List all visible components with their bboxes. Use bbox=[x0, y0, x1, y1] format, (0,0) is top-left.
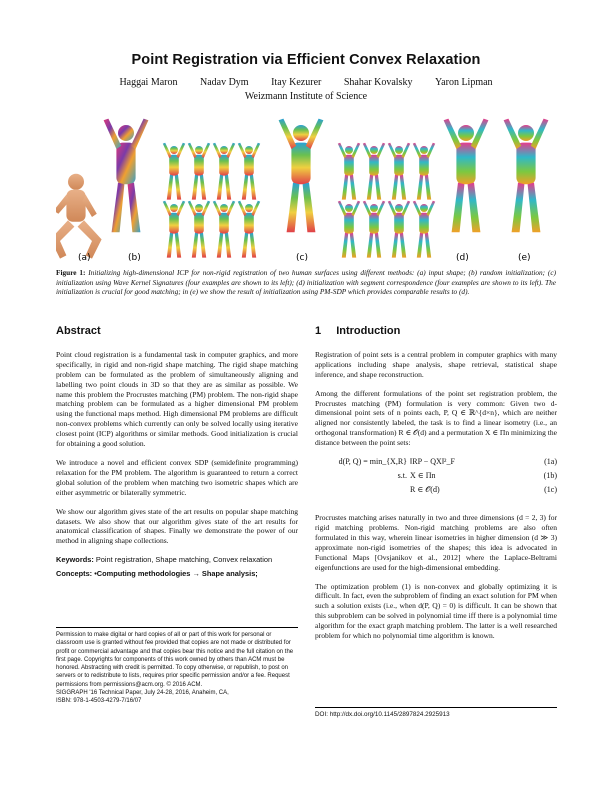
figure-caption bbox=[56, 268, 556, 297]
equation-tag: (1c) bbox=[544, 485, 557, 495]
concepts-label: Concepts: bbox=[56, 569, 93, 579]
author-name: Yaron Lipman bbox=[434, 77, 493, 88]
equation-tag: (1a) bbox=[544, 457, 557, 467]
figure-shape-a bbox=[56, 174, 102, 259]
doi-line: DOI: http://dx.doi.org/10.1145/2897824.2925913 bbox=[315, 707, 557, 718]
affiliation: Weizmann Institute of Science bbox=[244, 91, 368, 102]
equation-tag: (1b) bbox=[543, 471, 557, 481]
intro-paragraph: The optimization problem (1) is non-convex and globally optimizing it is difficult. In fact, even the subproblem of finding an exact solution for PM when such a solution exists (i.e., when d(P, Q) = 0) is difficult. It can be shown that this subproblem can be solved in polynomial time iff there is a polynomial time algorithm for the exact graph matching problem. The latter is a well researched problem for which no polynomial time algorithm is known. bbox=[315, 581, 557, 641]
intro-paragraph: Registration of point sets is a central problem in computer graphics with many applications including shape analysis, shape retrieval, statistical shape inference, and shape reconstruction. bbox=[315, 349, 557, 379]
right-column bbox=[315, 327, 557, 650]
keywords-label: Keywords: bbox=[56, 555, 94, 565]
equation-block bbox=[315, 457, 557, 499]
copyright-notice bbox=[56, 627, 298, 706]
figure-label-d: (d) bbox=[456, 253, 469, 262]
author-name: Itay Kezurer bbox=[271, 77, 322, 88]
paper-title: Point Registration via Efficient Convex Relaxation bbox=[131, 52, 481, 68]
figure-shape-b bbox=[104, 119, 149, 233]
equation-row bbox=[315, 471, 557, 485]
equation-row bbox=[315, 485, 557, 499]
caption-label: Figure 1: bbox=[56, 268, 86, 277]
intro-paragraph: Among the different formulations of the point set registration problem, the Procrustes matching (PM) formulation is very common: Given two d-dimensional point sets of n points each, P, Q ∈ ℝ^{d×n}, which are neither aligned nor consistently labeled, the task is to find a linear isometry (i.e., an orthogonal transformation) R ∈ 𝒪(d) and a permutation X ∈ Πn minimizing the distance between the point sets: bbox=[315, 388, 557, 448]
abstract-paragraph: We show our algorithm gives state of the art results on popular shape matching datasets. We also show that our algorithm gives state of the art results for anatomical classification of shapes. Finally we demonstrate the power of our method in aligning shape collections. bbox=[56, 506, 298, 546]
equation-lhs: d(P, Q) = min_{X,R} bbox=[338, 457, 407, 467]
section-title: Introduction bbox=[336, 325, 401, 337]
equation-rhs: X ∈ Πn bbox=[410, 471, 436, 481]
figure-label-e: (e) bbox=[518, 253, 531, 262]
figure-shape-e bbox=[504, 119, 549, 233]
teaser-figure bbox=[56, 112, 556, 262]
abstract-paragraph: Point cloud registration is a fundamental task in computer graphics, and more specifically, in rigid and non-rigid shape matching. The rigid shape matching problem can be formulated as the problem of simultaneously aligning and labelling two point clouds in 3D so that they are as similar as possible. We name this problem the Procrustes matching (PM) problem. The non-rigid shape matching problem can be formulated as a higher dimensional PM problem using the functional maps method. High dimensional PM problems are difficult non-convex problems which currently can only be solved locally using iterative closest point (ICP) algorithms or similar methods. Good initialization is crucial for obtaining a good solution. bbox=[56, 349, 298, 449]
concepts-text: •Computing methodologies → Shape analysis; bbox=[94, 569, 258, 579]
figure-shape-d bbox=[444, 119, 489, 233]
concepts-line bbox=[56, 569, 298, 579]
left-column bbox=[56, 327, 298, 583]
figure-shape-c bbox=[279, 119, 324, 233]
equation-rhs: ‖RP − QX‖²_F bbox=[410, 457, 455, 467]
author-name: Haggai Maron bbox=[119, 77, 178, 88]
abstract-paragraph: We introduce a novel and efficient convex SDP (semidefinite programming) relaxation for the PM problem. The algorithm is guaranteed to return a correct global solution of the problem when matching two isometric shapes which are either asymmetric or bilaterally symmetric. bbox=[56, 457, 298, 497]
conference-line: SIGGRAPH '16 Technical Paper, July 24-28, 2016, Anaheim, CA, bbox=[56, 690, 229, 697]
intro-paragraph: Procrustes matching arises naturally in two and three dimensions (d = 2, 3) for rigid matching problems. Non-rigid matching problems are also often formulated in this way, wherein linear isometries in higher dimension (d ≫ 3) approximate non-rigid isometries of the shapes; this idea is advocated in Functional Maps [Ovsjanikov et al., 2012] where the Laplace-Beltrami eigenfunctions are used for the high-dimensional embedding. bbox=[315, 513, 557, 572]
figure-label-a: (a) bbox=[78, 253, 91, 262]
keywords-text: Point registration, Shape matching, Convex relaxation bbox=[95, 555, 273, 565]
figure-label-b: (b) bbox=[128, 253, 141, 262]
equation-lhs: s.t. bbox=[397, 471, 407, 481]
section-number: 1 bbox=[315, 325, 322, 337]
equation-rhs: R ∈ 𝒪(d) bbox=[410, 485, 440, 495]
equation-row bbox=[315, 457, 557, 471]
abstract-heading: Abstract bbox=[56, 325, 101, 337]
author-name: Shahar Kovalsky bbox=[343, 77, 413, 88]
figure-label-c: (c) bbox=[296, 253, 308, 262]
author-list bbox=[0, 77, 612, 88]
copyright-text: Permission to make digital or hard copies of all or part of this work for personal or classroom use is granted without fee provided that copies are not made or distributed for profit or commercial advantage and that copies bear this notice and the full citation on the first page. Copyrights for components of this work owned by others than ACM must be honored. Abstracting with credit is permitted. To copy otherwise, or republish, to post on servers or to redistribute to lists, requires prior specific permission and/or a fee. Request permissions from permissions@acm.org. © 2016 ACM. bbox=[56, 632, 294, 688]
keywords-line bbox=[56, 555, 298, 565]
introduction-heading bbox=[315, 327, 557, 337]
caption-text: Initializing high-dimensional ICP for non-rigid registration of two human surfaces using different methods: (a) input shape; (b) random initialization; (c) initialization using Wave Kernel Signatures (four examples are shown to its left); (d) initialization with segment correspondence (four examples are shown to its left). The initialization is crucial for good matching; in (e) we show the result of initialization using PM-SDP which provides comparable results to (d). bbox=[56, 268, 556, 297]
author-name: Nadav Dym bbox=[199, 77, 249, 88]
isbn-line: ISBN: 978-1-4503-4279-7/16/07 bbox=[56, 698, 142, 705]
